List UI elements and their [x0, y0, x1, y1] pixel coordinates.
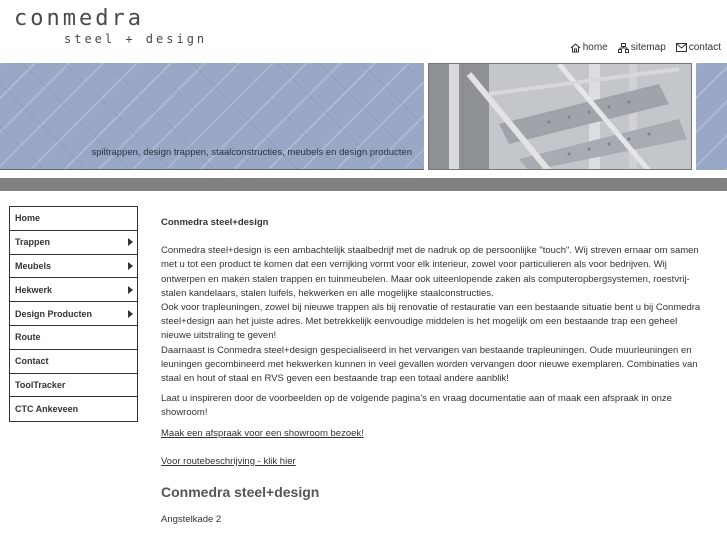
trapleuningen-paragraph: Ook voor trapleuningen, zowel bij nieuwe trappen als bij renovatie of restauratie van een bestaande situatie bent u bij Conmedra steel+design aan het juiste adres. Met betrekkelijk eenvoudige middelen is het mogelijk om een bestaande trap een geheel nieuwe uitstraling te geven!: [161, 302, 701, 342]
top-links: [570, 42, 721, 53]
mail-icon: [676, 43, 687, 52]
nav-item-design-producten[interactable]: [10, 302, 137, 326]
nav-item-label: CTC Ankeveen: [15, 404, 79, 415]
nav-item-route[interactable]: [10, 326, 137, 350]
submenu-arrow-icon: [128, 238, 133, 246]
route-description-link[interactable]: Voor routebeschrijving - klik hier: [161, 455, 296, 467]
home-link-label: home: [582, 42, 608, 53]
sitemap-link-label: sitemap: [630, 42, 666, 53]
nav-item-label: ToolTracker: [15, 379, 66, 390]
section-title: Conmedra steel+design: [161, 484, 320, 501]
nav-item-label: Hekwerk: [15, 284, 53, 295]
sitemap-link[interactable]: [618, 42, 666, 53]
page-title: Conmedra steel+design: [161, 217, 269, 228]
showroom-appointment-link[interactable]: Maak een afspraak voor een showroom bezoek!: [161, 427, 364, 439]
inspiratie-paragraph: Laat u inspireren door de voorbeelden op de volgende pagina's en vraag documentatie aan of maak een afspraak in onze showroom!: [161, 393, 672, 419]
nav-item-label: Home: [15, 213, 41, 224]
nav-item-label: Contact: [15, 356, 49, 367]
sitemap-icon: [618, 43, 629, 53]
submenu-arrow-icon: [128, 286, 133, 294]
banner-pattern-right: [696, 63, 727, 170]
logo[interactable]: [14, 6, 207, 46]
submenu-arrow-icon: [128, 310, 133, 318]
nav-item-label: Meubels: [15, 260, 52, 271]
home-icon: [570, 43, 581, 53]
divider-bar: [0, 178, 727, 191]
staircase-photo: [428, 63, 692, 170]
nav-item-home[interactable]: [10, 207, 137, 231]
nav-item-ctc-ankeveen[interactable]: [10, 397, 137, 421]
specialisatie-paragraph: Daarnaast is Conmedra steel+design gespecialiseerd in het vervangen van bestaande trapleuningen. Oude muurleuningen en leuningen gecombineerd met hekwerken kunnen in veel gevallen worden vervangen door nieuwe exemplaren. Combinaties van staal en hout of staal en RVS geven een bestaande trap een totaal andere aanblik!: [161, 344, 698, 385]
nav-item-trappen[interactable]: [10, 231, 137, 255]
banner-pattern: [0, 63, 424, 170]
logo-name: conmedra: [14, 6, 144, 31]
submenu-arrow-icon: [128, 262, 133, 270]
home-link[interactable]: [570, 42, 608, 53]
address-line: Angstelkade 2: [161, 514, 222, 526]
sidebar-nav: [9, 206, 138, 422]
nav-item-label: Design Producten: [15, 308, 93, 319]
banner-caption: spiltrappen, design trappen, staalconstructies, meubels en design producten: [91, 147, 412, 158]
nav-item-meubels[interactable]: [10, 255, 137, 279]
contact-link[interactable]: [676, 42, 721, 53]
nav-item-hekwerk[interactable]: [10, 278, 137, 302]
logo-tagline: steel + design: [64, 32, 208, 46]
intro-paragraph: Conmedra steel+design is een ambachtelijk staalbedrijf met de nadruk op de persoonlijke "touch". Wij streven ernaar om samen met u tot een product te komen dat een verrijking vormt voor elk interieur, zowel voor particulieren als voor bedrijven. Wij ontwerpen en maken stalen trappen en tuinmeubelen. Maar ook uiteenlopende zaken als computeropbergsystemen, roestvrij-stalen kandelaars, stalen luifels, hekwerken en alle mogelijke staalconstructies.: [161, 245, 699, 299]
nav-item-contact[interactable]: [10, 350, 137, 374]
nav-item-tooltracker[interactable]: [10, 374, 137, 398]
main-content: [161, 216, 706, 533]
contact-link-label: contact: [688, 42, 721, 53]
nav-item-label: Trappen: [15, 237, 51, 248]
banner: [0, 63, 727, 172]
nav-item-label: Route: [15, 332, 41, 343]
